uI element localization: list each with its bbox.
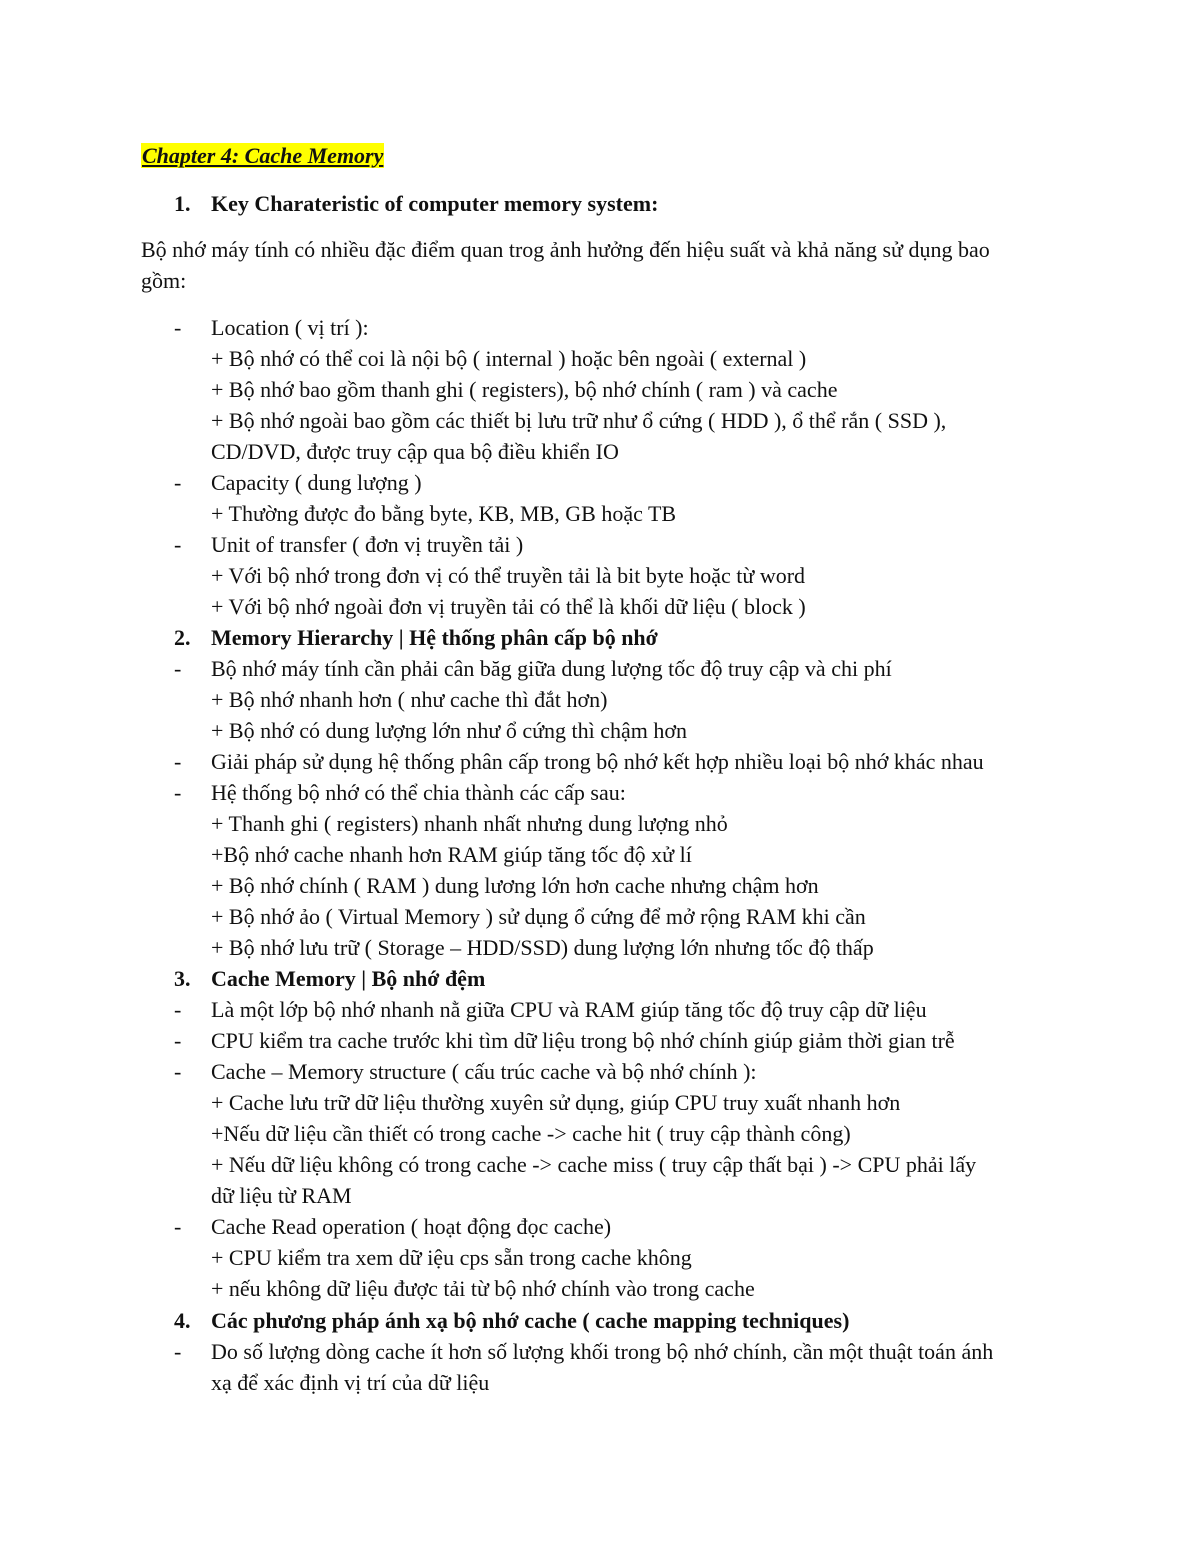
hierarchy-item-3-sub-1: + Thanh ghi ( registers) nhanh nhất nhưng dung lượng nhỏ — [211, 811, 728, 836]
bullet-dash: - — [174, 470, 182, 495]
hierarchy-item-1: Bộ nhớ máy tính cần phải cân băg giữa dung lượng tốc độ truy cập và chi phí — [211, 656, 892, 681]
bullet-dash: - — [174, 780, 182, 805]
bullet-dash: - — [174, 1214, 182, 1239]
cache-item-1: Là một lớp bộ nhớ nhanh nằ giữa CPU và RAM giúp tăng tốc độ truy cập dữ liệu — [211, 997, 927, 1022]
location-sub-3-cont: CD/DVD, được truy cập qua bộ điều khiển IO — [211, 439, 619, 464]
bullet-dash: - — [174, 315, 182, 340]
section-1-number: 1. — [174, 191, 191, 216]
location-sub-3: + Bộ nhớ ngoài bao gồm các thiết bị lưu trữ như ổ cứng ( HDD ), ổ thể rắn ( SSD ), — [211, 408, 947, 433]
unit-of-transfer-sub-2: + Với bộ nhớ ngoài đơn vị truyền tải có thể là khối dữ liệu ( block ) — [211, 594, 806, 619]
hierarchy-item-3-sub-4: + Bộ nhớ ảo ( Virtual Memory ) sử dụng ổ cứng để mở rộng RAM khi cần — [211, 904, 866, 929]
hierarchy-item-3-sub-3: + Bộ nhớ chính ( RAM ) dung lương lớn hơn cache nhưng chậm hơn — [211, 873, 819, 898]
chapter-title: Chapter 4: Cache Memory — [142, 143, 384, 168]
location-sub-1: + Bộ nhớ có thể coi là nội bộ ( internal ) hoặc bên ngoài ( external ) — [211, 346, 807, 371]
cache-item-2: CPU kiểm tra cache trước khi tìm dữ liệu trong bộ nhớ chính giúp giảm thời gian trễ — [211, 1028, 955, 1053]
mapping-item-1-cont: xạ để xác định vị trí của dữ liệu — [211, 1370, 490, 1395]
cache-item-4-sub-2: + nếu không dữ liệu được tải từ bộ nhớ chính vào trong cache — [211, 1276, 755, 1301]
bullet-dash: - — [174, 656, 182, 681]
bullet-dash: - — [174, 1059, 182, 1084]
cache-item-3: Cache – Memory structure ( cấu trúc cache và bộ nhớ chính ): — [211, 1059, 757, 1084]
bullet-dash: - — [174, 1339, 182, 1364]
location-item: Location ( vị trí ): — [211, 315, 369, 340]
bullet-dash: - — [174, 1028, 182, 1053]
hierarchy-item-2: Giải pháp sử dụng hệ thống phân cấp trong bộ nhớ kết hợp nhiều loại bộ nhớ khác nhau — [211, 749, 984, 774]
hierarchy-item-3: Hệ thống bộ nhớ có thể chia thành các cấp sau: — [211, 780, 626, 805]
hierarchy-item-1-sub-2: + Bộ nhớ có dung lượng lớn như ổ cứng thì chậm hơn — [211, 718, 688, 743]
section-1-intro-line-1: Bộ nhớ máy tính có nhiều đặc điểm quan trog ảnh hưởng đến hiệu suất và khả năng sử dụng bao — [141, 237, 990, 262]
section-4-heading: Các phương pháp ánh xạ bộ nhớ cache ( cache mapping techniques) — [211, 1308, 850, 1333]
bullet-dash: - — [174, 749, 182, 774]
hierarchy-item-1-sub-1: + Bộ nhớ nhanh hơn ( như cache thì đắt hơn) — [211, 687, 608, 712]
bullet-dash: - — [174, 532, 182, 557]
section-4-number: 4. — [174, 1308, 191, 1333]
section-3-number: 3. — [174, 966, 191, 991]
cache-item-4: Cache Read operation ( hoạt động đọc cache) — [211, 1214, 612, 1239]
cache-item-3-sub-2: +Nếu dữ liệu cần thiết có trong cache -> cache hit ( truy cập thành công) — [211, 1121, 851, 1146]
capacity-item: Capacity ( dung lượng ) — [211, 470, 422, 495]
section-2-number: 2. — [174, 625, 191, 650]
hierarchy-item-3-sub-5: + Bộ nhớ lưu trữ ( Storage – HDD/SSD) dung lượng lớn nhưng tốc độ thấp — [211, 935, 874, 960]
mapping-item-1: Do số lượng dòng cache ít hơn số lượng khối trong bộ nhớ chính, cần một thuật toán ánh — [211, 1339, 994, 1364]
capacity-sub-1: + Thường được đo bằng byte, KB, MB, GB hoặc TB — [211, 501, 677, 526]
cache-item-3-sub-3-cont: dữ liệu từ RAM — [211, 1183, 352, 1208]
location-sub-2: + Bộ nhớ bao gồm thanh ghi ( registers), bộ nhớ chính ( ram ) và cache — [211, 377, 838, 402]
section-3-heading: Cache Memory | Bộ nhớ đệm — [211, 966, 486, 991]
cache-item-3-sub-1: + Cache lưu trữ dữ liệu thường xuyên sử dụng, giúp CPU truy xuất nhanh hơn — [211, 1090, 901, 1115]
section-1-intro-line-2: gồm: — [141, 268, 187, 293]
bullet-dash: - — [174, 997, 182, 1022]
section-2-heading: Memory Hierarchy | Hệ thống phân cấp bộ nhớ — [211, 625, 658, 650]
unit-of-transfer-item: Unit of transfer ( đơn vị truyền tải ) — [211, 532, 524, 557]
section-1-heading: Key Charateristic of computer memory system: — [211, 191, 659, 216]
unit-of-transfer-sub-1: + Với bộ nhớ trong đơn vị có thể truyền tải là bit byte hoặc từ word — [211, 563, 806, 588]
hierarchy-item-3-sub-2: +Bộ nhớ cache nhanh hơn RAM giúp tăng tốc độ xử lí — [211, 842, 692, 867]
cache-item-3-sub-3: + Nếu dữ liệu không có trong cache -> cache miss ( truy cập thất bại ) -> CPU phải lấy — [211, 1152, 977, 1177]
cache-item-4-sub-1: + CPU kiểm tra xem dữ iệu cps sẵn trong cache không — [211, 1245, 692, 1270]
